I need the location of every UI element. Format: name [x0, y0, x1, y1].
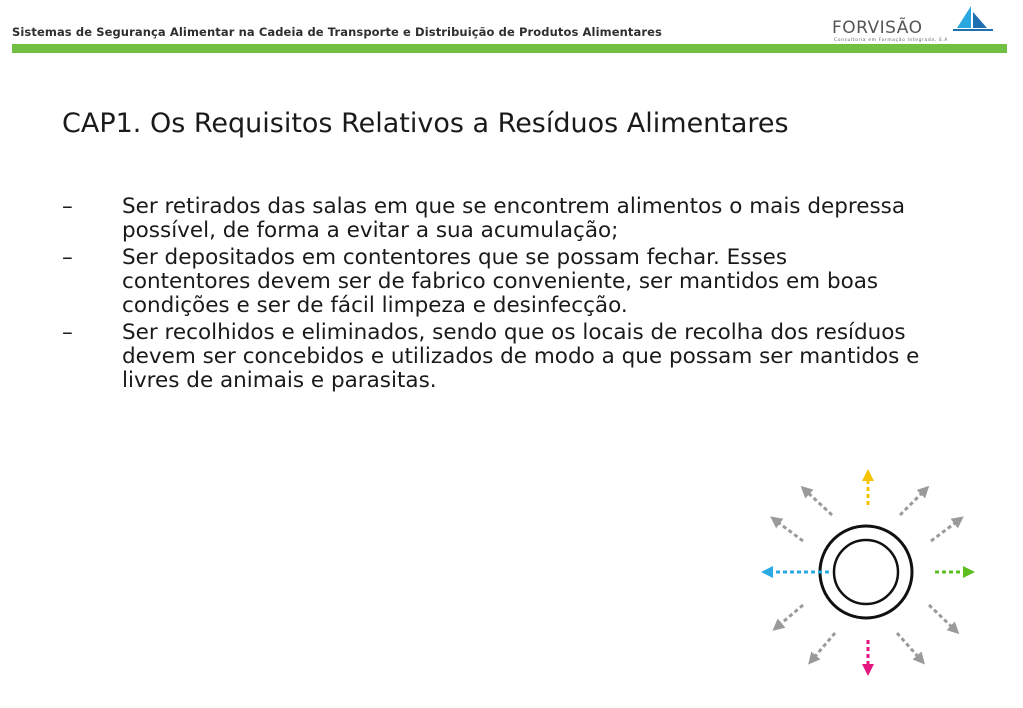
bullet-text: Ser retirados das salas em que se encontrem alimentos o mais depressa possível, de forma a evitar a sua acumulação; [122, 194, 906, 243]
arrow-right-up [931, 520, 959, 541]
slide-title: CAP1. Os Requisitos Relativos a Resíduos Alimentares [62, 108, 789, 139]
bullet-text: Ser recolhidos e eliminados, sendo que os locais de recolha dos resíduos devem ser concebidos e utilizados de modo a que possam ser mantidos e livres de animais e parasitas. [122, 320, 920, 393]
arrow-down-left [812, 633, 835, 660]
arrow-up-left [805, 490, 832, 515]
bullet-text: Ser depositados em contentores que se possam fechar. Esses contentores devem ser de fabrico conveniente, ser mantidos em boas condições e ser de fácil limpeza e desinfecção. [122, 245, 879, 318]
arrow-left-down [777, 605, 803, 627]
bullet-marker: – [62, 320, 73, 345]
bullet-marker: – [62, 194, 73, 219]
arrow-left-up [775, 520, 803, 541]
bullet-list [62, 195, 922, 396]
sail-logo-icon [953, 4, 993, 34]
radiating-arrows-circle-icon [755, 465, 985, 680]
header-title: Sistemas de Segurança Alimentar na Cadeia de Transporte e Distribuição de Produtos Alimentares [12, 25, 662, 39]
logo-tagline: Consultoria em Formação Integrada, S.A [834, 38, 948, 43]
bullet-item [62, 195, 922, 243]
arrow-down-right [897, 633, 921, 660]
arrow-up-right [900, 490, 925, 515]
header-green-bar [12, 44, 1007, 53]
slide-header [0, 0, 1023, 60]
arrow-right-down [929, 605, 955, 630]
logo-name: FORVISÃO [832, 18, 923, 38]
bullet-marker: – [62, 245, 73, 270]
forvisao-logo [828, 4, 993, 44]
bullet-item [62, 321, 922, 393]
bullet-item [62, 246, 922, 318]
